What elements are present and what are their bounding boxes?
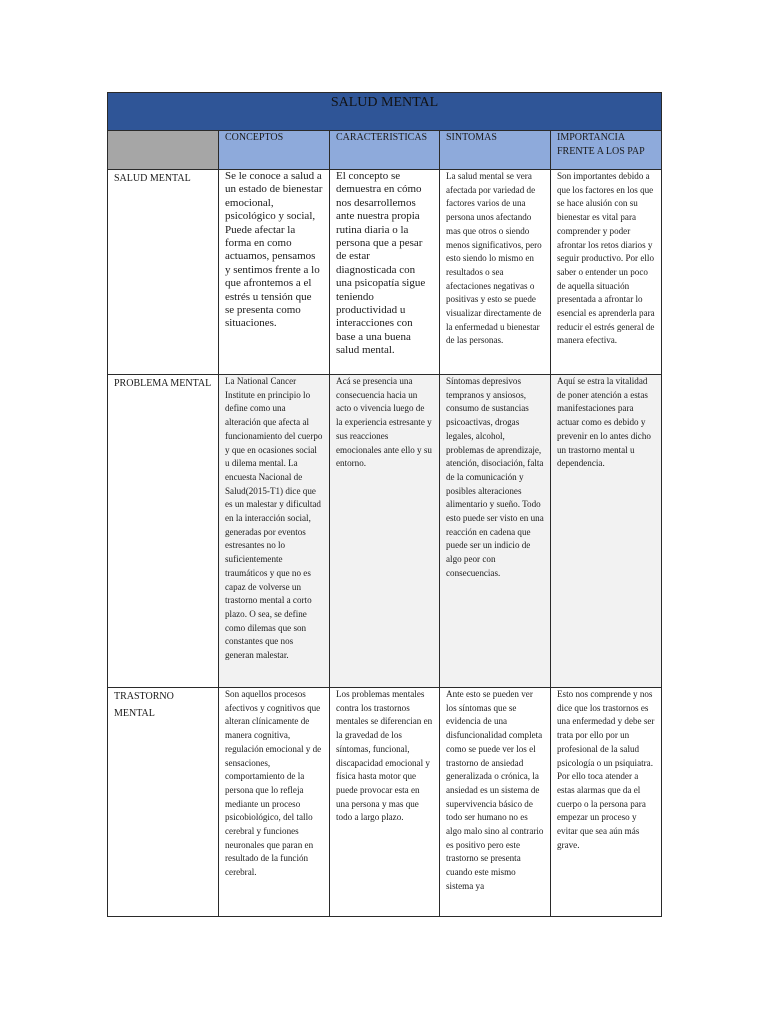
cell-conceptos: Son aquellos procesos afectivos y cognitivos que alteran clínicamente de manera cognitiva, regulación emocional y de sensaciones, comportamiento de la persona que lo refleja mediante un proceso psicobiológico, del tallo cerebral y funciones neuronales que paran en resultado de la función cerebral. [219, 688, 330, 917]
row-label: PROBLEMA MENTAL [108, 375, 219, 688]
cell-sintomas: Síntomas depresivos tempranos y ansiosos, consumo de sustancias psicoactivas, drogas legales, alcohol, problemas de aprendizaje, atención, disociación, falta de la comunicación y posibles alteraciones alimentario y sueño. Todo esto puede ser visto en una reacción en cadena que puede ser un indicio de algo peor con consecuencias. [440, 375, 551, 688]
header-caracteristicas: CARACTERISTICAS [330, 131, 440, 170]
table-row-problema-mental [108, 375, 662, 688]
cell-conceptos: Se le conoce a salud a un estado de bienestar emocional, psicológico y social, Puede afectar la forma en como actuamos, pensamos y sentimos frente a lo que afrontemos a el estrés u tensión que se presenta como situaciones. [219, 170, 330, 375]
header-conceptos: CONCEPTOS [219, 131, 330, 170]
cell-sintomas: Ante esto se pueden ver los síntomas que se evidencia de una disfuncionalidad completa como se puede ver los el trastorno de ansiedad generalizada o crónica, la ansiedad es un sistema de supervivencia básico de todo ser humano no es algo malo sino al contrario es positivo pero este trastorno se presenta cuando este mismo sistema ya [440, 688, 551, 917]
cell-importancia: Aquí se estra la vitalidad de poner atención a estas manifestaciones para actuar como es debido y prevenir en lo antes dicho un trastorno mental u dependencia. [551, 375, 662, 688]
cell-importancia: Son importantes debido a que los factores en los que se hace alusión con su bienestar es vital para comprender y poder afrontar los retos diarios y seguir productivo. Por ello saber o entender un poco de aquella situación presentada a afrontar lo esencial es aprenderla para reducir el estrés general de manera efectiva. [551, 170, 662, 375]
cell-sintomas: La salud mental se vera afectada por variedad de factores varios de una persona unos afectando mas que otros o siendo menos significativos, pero esto siendo lo mismo en resultados o sea afectaciones negativas o positivas y esto se puede visualizar directamente de la enfermedad u bienestar de las personas. [440, 170, 551, 375]
header-corner-cell [108, 131, 219, 170]
table-title: SALUD MENTAL [108, 93, 662, 131]
salud-mental-table [107, 92, 662, 917]
header-importancia: IMPORTANCIA FRENTE A LOS PAP [551, 131, 662, 170]
header-sintomas: SINTOMAS [440, 131, 551, 170]
table-row-trastorno-mental [108, 688, 662, 917]
header-row [108, 131, 662, 170]
cell-caracteristicas: El concepto se demuestra en cómo nos desarrollemos ante nuestra propia rutina diaria o la persona que a pesar de estar diagnosticada con una psicopatía sigue teniendo productividad u interacciones con base a una buena salud mental. [330, 170, 440, 375]
cell-conceptos: La National Cancer Institute en principio lo define como una alteración que afecta al funcionamiento del cuerpo y que en ocasiones social u dilema mental. La encuesta Nacional de Salud(2015-T1) dice que es un malestar y dificultad en la interacción social, generadas por eventos estresantes no lo suficientemente traumáticos y que no es capaz de volverse un trastorno mental a corto plazo. O sea, se define como dilemas que son constantes que nos generan malestar. [219, 375, 330, 688]
row-label: TRASTORNO MENTAL [108, 688, 219, 917]
cell-caracteristicas: Acá se presencia una consecuencia hacia un acto o vivencia luego de la experiencia estresante y sus reacciones emocionales ante ello y su entorno. [330, 375, 440, 688]
table-row-salud-mental [108, 170, 662, 375]
cell-caracteristicas: Los problemas mentales contra los trastornos mentales se diferencian en la gravedad de los síntomas, funcional, discapacidad emocional y física hasta motor que puede provocar esta en una persona y mas que todo a largo plazo. [330, 688, 440, 917]
cell-importancia: Esto nos comprende y nos dice que los trastornos es una enfermedad y debe ser trata por ello por un profesional de la salud psicología o un psiquiatra. Por ello toca atender a estas alarmas que da el cuerpo o la persona para empezar un proceso y evitar que sea aún más grave. [551, 688, 662, 917]
title-row [108, 93, 662, 131]
row-label: SALUD MENTAL [108, 170, 219, 375]
